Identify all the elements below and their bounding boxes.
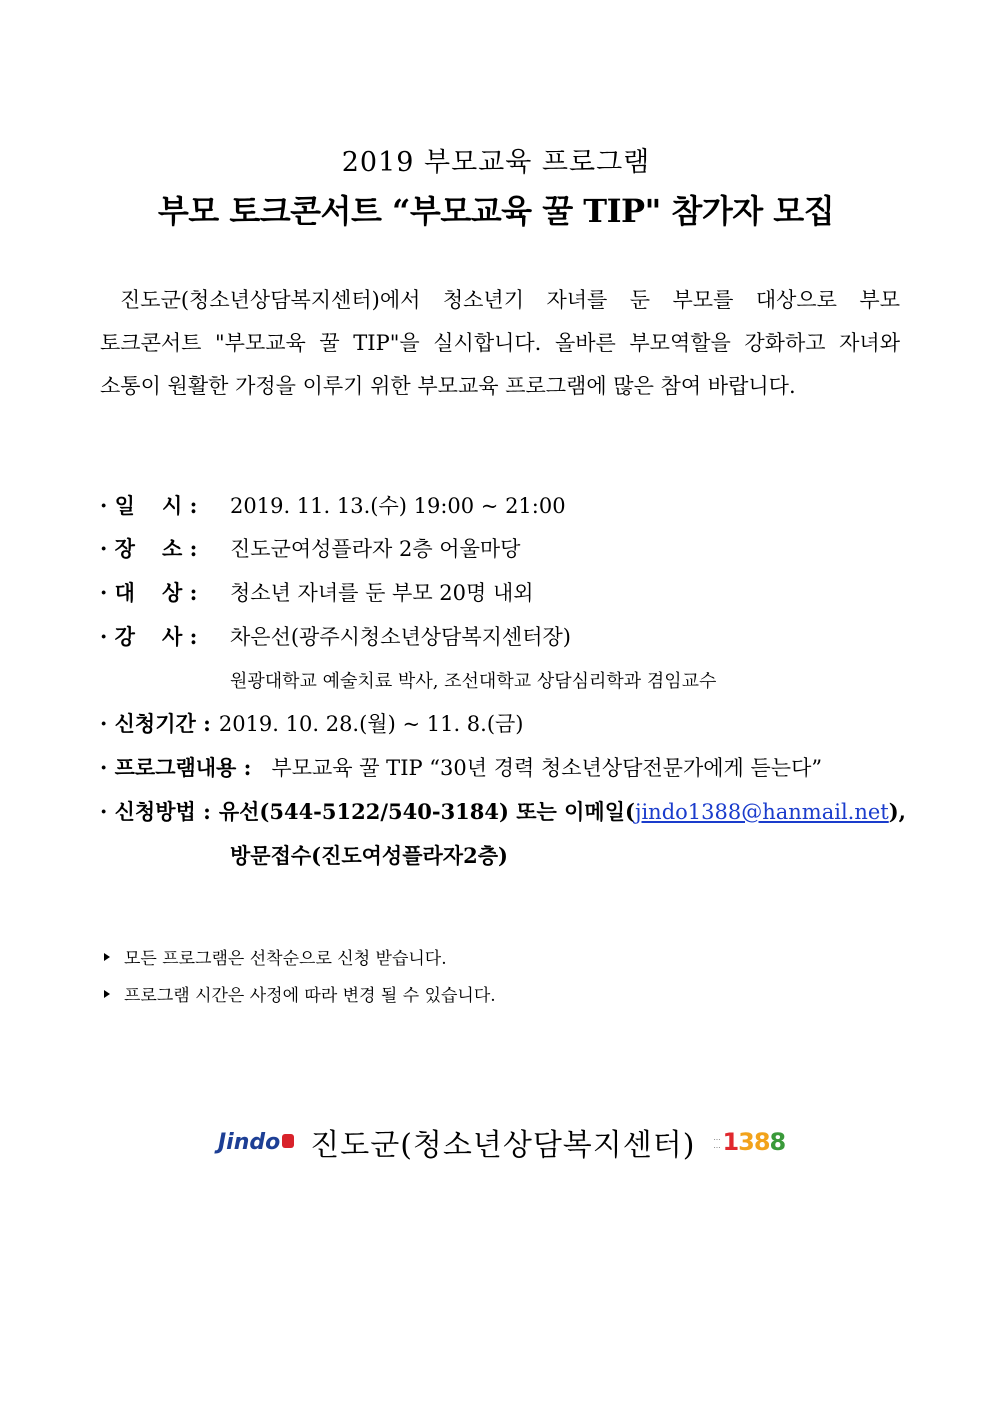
detail-date xyxy=(100,490,566,520)
detail-place-value: 진도군여성플라자 2층 어울마당 xyxy=(230,537,521,561)
triangle-bullet-icon xyxy=(104,990,110,998)
note-item: 프로그램 시간은 사정에 따라 변경 될 수 있습니다. xyxy=(104,981,496,1006)
triangle-bullet-icon xyxy=(104,953,110,961)
footer xyxy=(218,1120,785,1164)
detail-speaker xyxy=(100,621,571,651)
intro-line-3: 소통이 원활한 가정을 이루기 위한 부모교육 프로그램에 많은 참여 바랍니다. xyxy=(100,374,796,398)
detail-date-value: 2019. 11. 13.(수) 19:00 ~ 21:00 xyxy=(230,494,566,518)
detail-content-value: 부모교육 꿀 TIP “30년 경력 청소년상담전문가에게 듣는다” xyxy=(271,756,823,780)
page-title: 부모 토크콘서트 “부모교육 꿀 TIP" 참가자 모집 xyxy=(157,192,835,230)
logo-1388-caption-icon: … … xyxy=(713,1134,721,1150)
detail-method xyxy=(100,796,906,826)
detail-period-label: · 신청기간 : xyxy=(100,711,211,736)
detail-target-value: 청소년 자녀를 둔 부모 20명 내외 xyxy=(230,581,534,605)
detail-method-line2 xyxy=(230,840,508,870)
logo-1388 xyxy=(713,1128,785,1156)
detail-method-label: · 신청방법 : xyxy=(100,799,211,824)
intro-line-2: 토크콘서트 "부모교육 꿀 TIP"을 실시합니다. 올바른 부모역할을 강화하고 자녀와 xyxy=(100,331,900,355)
detail-date-label: · 일 시 : xyxy=(100,493,198,518)
detail-place-label: · 장 소 : xyxy=(100,536,198,561)
detail-speaker-credentials: 원광대학교 예술치료 박사, 조선대학교 상담심리학과 겸임교수 xyxy=(230,671,717,692)
note-item: 모든 프로그램은 선착순으로 신청 받습니다. xyxy=(104,944,447,969)
detail-speaker-label: · 강 사 : xyxy=(100,624,198,649)
detail-period-value: 2019. 10. 28.(월) ~ 11. 8.(금) xyxy=(218,712,524,736)
logo-1388-number: 1388 xyxy=(722,1128,786,1156)
detail-content xyxy=(100,752,822,782)
detail-method-visit: 방문접수(진도여성플라자2층) xyxy=(230,843,508,868)
jindo-logo: Jindo xyxy=(218,1130,294,1155)
detail-target-label: · 대 상 : xyxy=(100,580,198,605)
detail-speaker-value: 차은선(광주시청소년상담복지센터장) xyxy=(230,625,571,649)
detail-period xyxy=(100,708,524,738)
email-link[interactable]: jindo1388@hanmail.net xyxy=(634,800,889,824)
footer-organization: 진도군(청소년상담복지센터) xyxy=(310,1128,696,1163)
jindo-mark-icon xyxy=(282,1134,294,1148)
detail-method-value: 유선(544-5122/540-3184) 또는 이메일(jindo1388@hanmail.net), xyxy=(218,799,906,824)
detail-place xyxy=(100,533,520,563)
intro-line-1: 진도군(청소년상담복지센터)에서 청소년기 자녀를 둔 부모를 대상으로 부모 xyxy=(120,288,900,312)
detail-content-label: · 프로그램내용 : xyxy=(100,755,252,780)
program-subtitle: 2019 부모교육 프로그램 xyxy=(341,147,651,178)
detail-target xyxy=(100,577,534,607)
